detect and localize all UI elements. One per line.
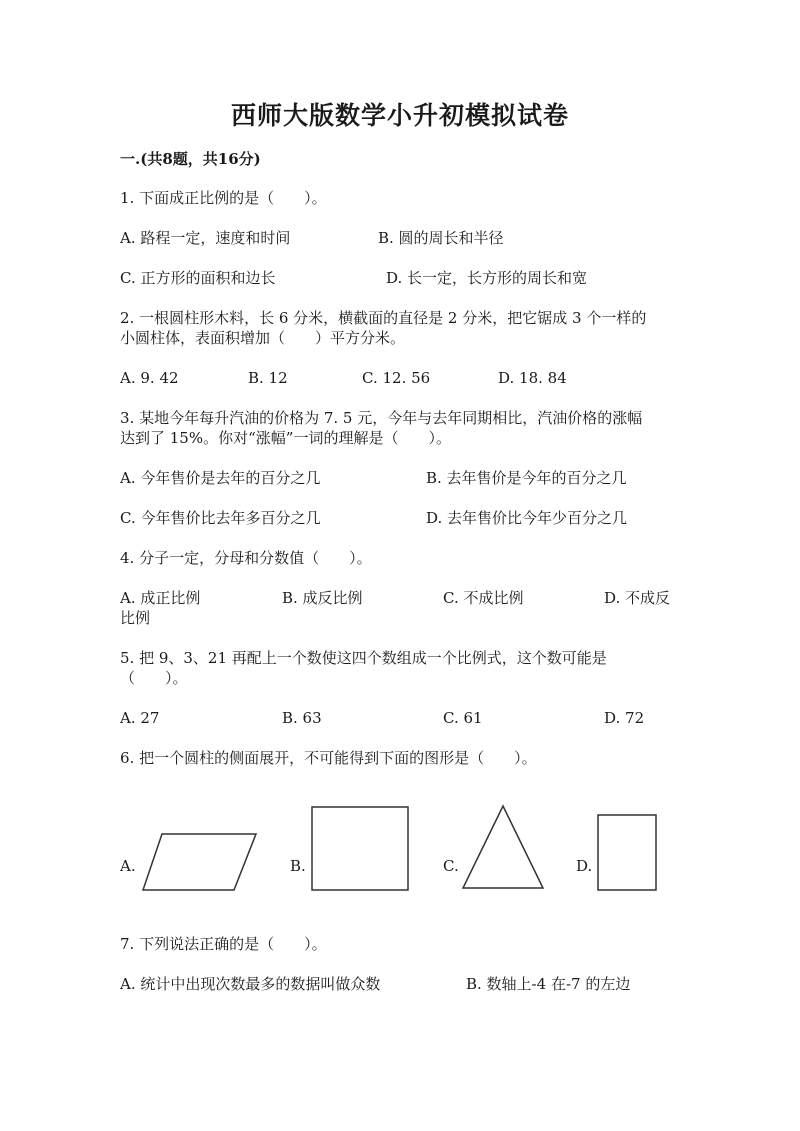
question-4-option-d: D. 不成反 <box>604 589 671 607</box>
question-5-option-b: B. 63 <box>282 709 322 727</box>
question-5-stem-line-2: （ ）。 <box>120 669 188 687</box>
question-5-stem-line-1: 5. 把 9、3、21 再配上一个数使这四个数组成一个比例式，这个数可能是 <box>120 649 607 667</box>
question-5-option-a: A. 27 <box>120 709 160 727</box>
question-7-option-b: B. 数轴上-4 在-7 的左边 <box>466 975 631 993</box>
question-4-option-c: C. 不成比例 <box>443 589 524 607</box>
question-2-option-c: C. 12. 56 <box>362 369 431 387</box>
question-3-option-b: B. 去年售价是今年的百分之几 <box>426 469 627 487</box>
page-title: 西师大版数学小升初模拟试卷 <box>230 101 569 130</box>
question-2-stem-line-2: 小圆柱体，表面积增加（ ）平方分米。 <box>120 329 406 347</box>
question-5-option-c: C. 61 <box>443 709 483 727</box>
question-2-option-b: B. 12 <box>248 369 288 387</box>
question-3-option-c: C. 今年售价比去年多百分之几 <box>120 509 321 527</box>
question-1-option-d: D. 长一定，长方形的周长和宽 <box>386 269 588 287</box>
question-3-stem-line-2: 达到了 15%。你对“涨幅”一词的理解是（ ）。 <box>120 429 451 447</box>
question-2-option-d: D. 18. 84 <box>498 369 567 387</box>
question-4-option-d-wrap: 比例 <box>120 609 151 627</box>
question-2-stem-line-1: 2. 一根圆柱形木料，长 6 分米，横截面的直径是 2 分米，把它锯成 3 个一样的 <box>120 309 647 327</box>
square-figure <box>310 806 410 892</box>
question-7-stem: 7. 下列说法正确的是（ ）。 <box>120 935 327 953</box>
question-1-option-a: A. 路程一定，速度和时间 <box>120 229 291 247</box>
section-heading: 一.(共8题，共16分) <box>120 150 261 168</box>
question-6-option-b: B. <box>290 857 306 875</box>
question-1-option-c: C. 正方形的面积和边长 <box>120 269 276 287</box>
question-6-stem: 6. 把一个圆柱的侧面展开，不可能得到下面的图形是（ ）。 <box>120 749 537 767</box>
question-2-option-a: A. 9. 42 <box>120 369 179 387</box>
question-6-option-c: C. <box>443 857 459 875</box>
question-7-option-a: A. 统计中出现次数最多的数据叫做众数 <box>120 975 381 993</box>
question-3-stem-line-1: 3. 某地今年每升汽油的价格为 7. 5 元，今年与去年同期相比，汽油价格的涨幅 <box>120 409 643 427</box>
question-3-option-d: D. 去年售价比今年少百分之几 <box>426 509 628 527</box>
parallelogram-figure <box>140 832 260 892</box>
question-6-option-a: A. <box>120 857 136 875</box>
question-3-option-a: A. 今年售价是去年的百分之几 <box>120 469 321 487</box>
question-4-option-b: B. 成反比例 <box>282 589 363 607</box>
question-6-option-d: D. <box>576 857 593 875</box>
triangle-figure <box>460 804 546 890</box>
rectangle-figure <box>596 814 658 892</box>
question-4-option-a: A. 成正比例 <box>120 589 201 607</box>
question-5-option-d: D. 72 <box>604 709 645 727</box>
question-1-stem: 1. 下面成正比例的是（ ）。 <box>120 189 327 207</box>
question-1-option-b: B. 圆的周长和半径 <box>378 229 504 247</box>
question-4-stem: 4. 分子一定，分母和分数值（ ）。 <box>120 549 372 567</box>
